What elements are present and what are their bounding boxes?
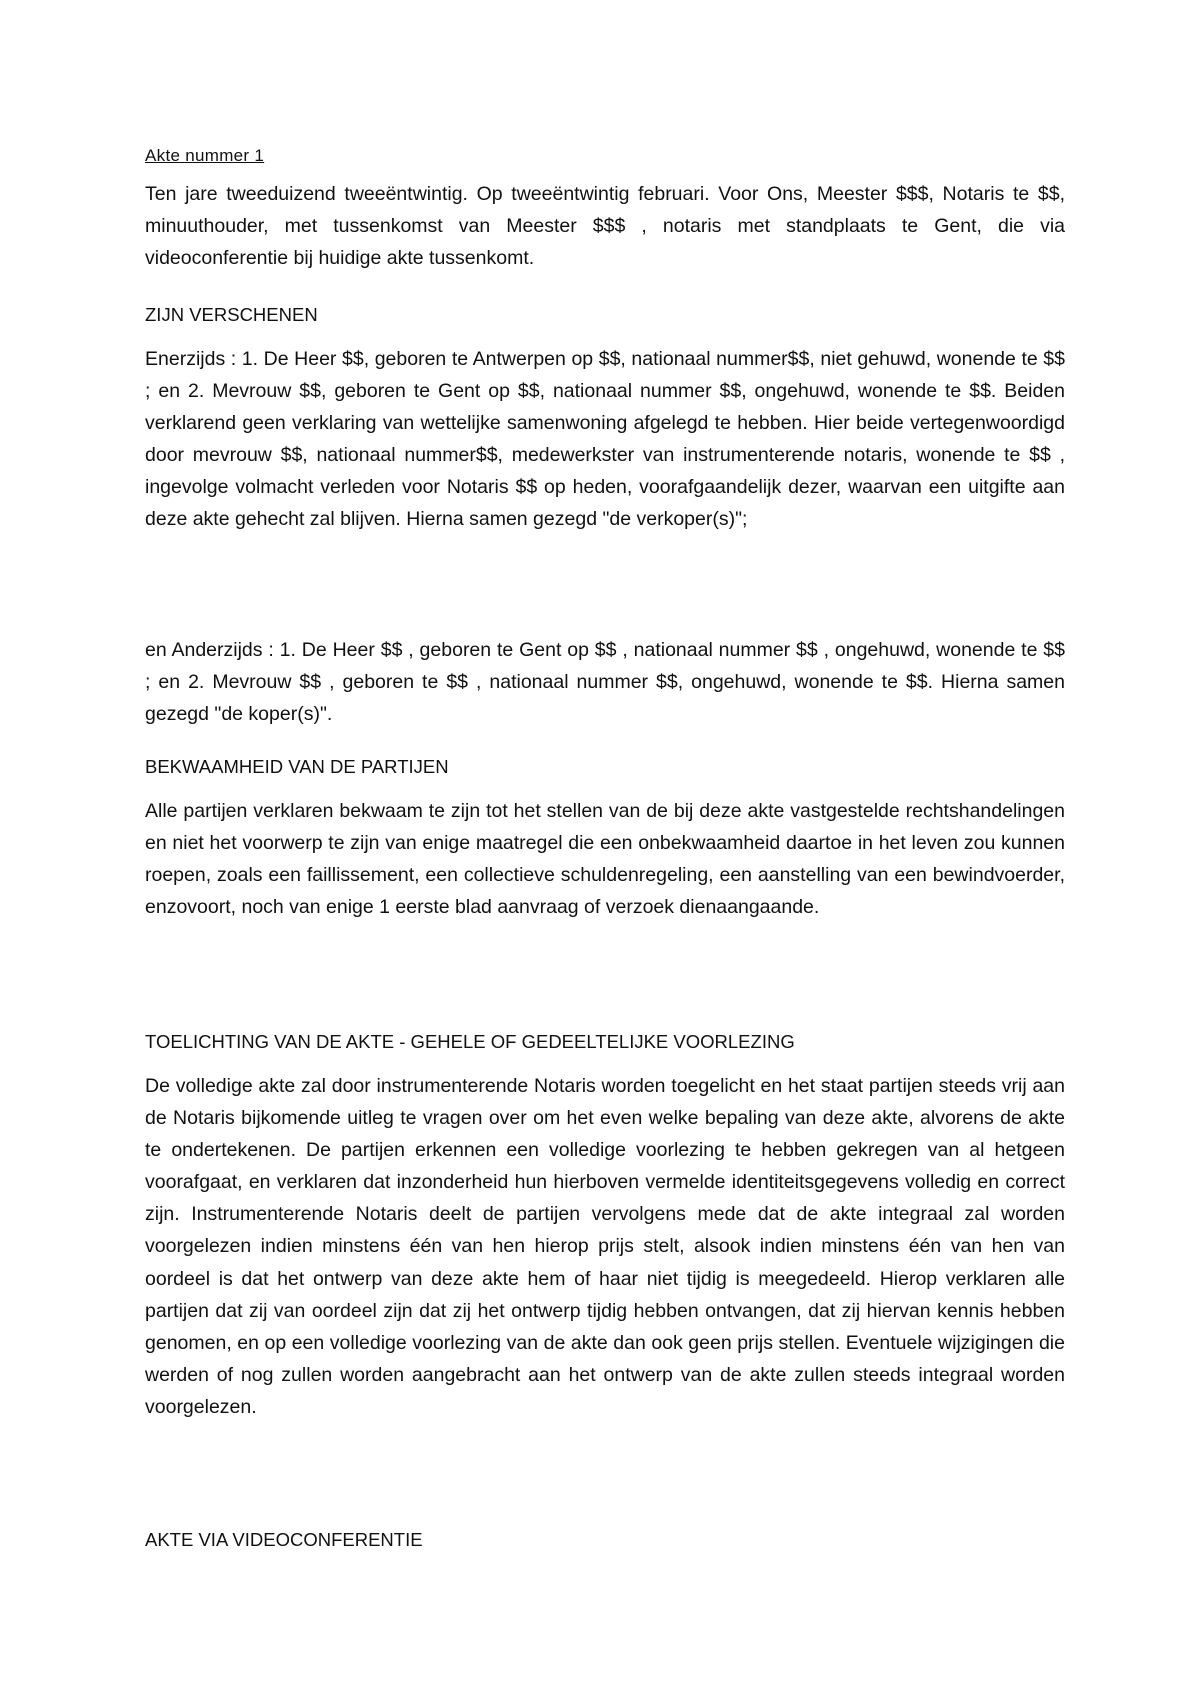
enerzijds-paragraph: Enerzijds : 1. De Heer $$, geboren te Antwerpen op $$, nationaal nummer$$, niet gehuwd, wonende te $$ ; en 2. Mevrouw $$, geboren te Gent op $$, nationaal nummer $$, ongehuwd, wonende te $$. Beiden verklarend geen verklaring van wettelijke samenwoning afgelegd te hebben. Hier beide vertegenwoordigd door mevrouw $$, nationaal nummer$$, medewerkster van instrumenterende notaris, wonende te $$ , ingevolge volmacht verleden voor Notaris $$ op heden, voorafgaandelijk dezer, waarvan een uitgifte aan deze akte gehecht zal blijven. Hierna samen gezegd "de verkoper(s)";	[145, 348, 1065, 531]
heading-akte-via-videoconferentie: AKTE VIA VIDEOCONFERENTIE	[145, 1529, 423, 1550]
anderzijds-block	[145, 634, 1065, 730]
anderzijds-paragraph: en Anderzijds : 1. De Heer $$ , geboren te Gent op $$ , nationaal nummer $$ , ongehuwd, wonende te $$ ; en 2. Mevrouw $$ , geboren te $$ , nationaal nummer $$, ongehuwd, wonende te $$. Hierna samen gezegd "de koper(s)".	[145, 639, 1065, 726]
enerzijds-block	[145, 343, 1065, 536]
intro-paragraph: Ten jare tweeduizend tweeëntwintig. Op tweeëntwintig februari. Voor Ons, Meester $$$, Notaris te $$, minuuthouder, met tussenkomst van Meester $$$ , notaris met standplaats te Gent, die via videoconferentie bij huidige akte tussenkomt.	[145, 183, 1065, 270]
bekwaamheid-block	[145, 795, 1065, 923]
document-title: Akte nummer 1	[145, 146, 265, 165]
heading-zijn-verschenen: ZIJN VERSCHENEN	[145, 304, 318, 325]
intro-block	[145, 178, 1065, 274]
toelichting-paragraph: De volledige akte zal door instrumenterende Notaris worden toegelicht en het staat partijen steeds vrij aan de Notaris bijkomende uitleg te vragen over om het even welke bepaling van deze akte, alvorens de akte te ondertekenen. De partijen erkennen een volledige voorlezing te hebben gekregen van al hetgeen voorafgaat, en verklaren dat inzonderheid hun hierboven vermelde identiteitsgegevens volledig en correct zijn. Instrumenterende Notaris deelt de partijen vervolgens mede dat de akte integraal zal worden voorgelezen indien minstens één van hen hierop prijs stelt, alsook indien minstens één van hen van oordeel is dat het ontwerp van deze akte hem of haar niet tijdig is meegedeeld. Hierop verklaren alle partijen dat zij van oordeel zijn dat zij het ontwerp tijdig hebben ontvangen, dat zij hiervan kennis hebben genomen, en op een volledige voorlezing van de akte dan ook geen prijs stellen. Eventuele wijzigingen die werden of nog zullen worden aangebracht aan het ontwerp van de akte zullen steeds integraal worden voorgelezen.	[145, 1075, 1065, 1418]
bekwaamheid-paragraph: Alle partijen verklaren bekwaam te zijn tot het stellen van de bij deze akte vastgestelde rechtshandelingen en niet het voorwerp te zijn van enige maatregel die een onbekwaamheid daartoe in het leven zou kunnen roepen, zoals een faillissement, een collectieve schuldenregeling, een aanstelling van een bewindvoerder, enzovoort, noch van enige 1 eerste blad aanvraag of verzoek dienaangaande.	[145, 800, 1065, 919]
toelichting-heading-block	[145, 1030, 1065, 1054]
toelichting-block	[145, 1070, 1065, 1423]
video-heading-block	[145, 1528, 1065, 1552]
bekwaamheid-heading-block	[145, 755, 1065, 779]
heading-bekwaamheid: BEKWAAMHEID VAN DE PARTIJEN	[145, 756, 449, 777]
verschenen-heading-block	[145, 303, 1065, 327]
heading-toelichting: TOELICHTING VAN DE AKTE - GEHELE OF GEDEELTELIJKE VOORLEZING	[145, 1031, 795, 1052]
